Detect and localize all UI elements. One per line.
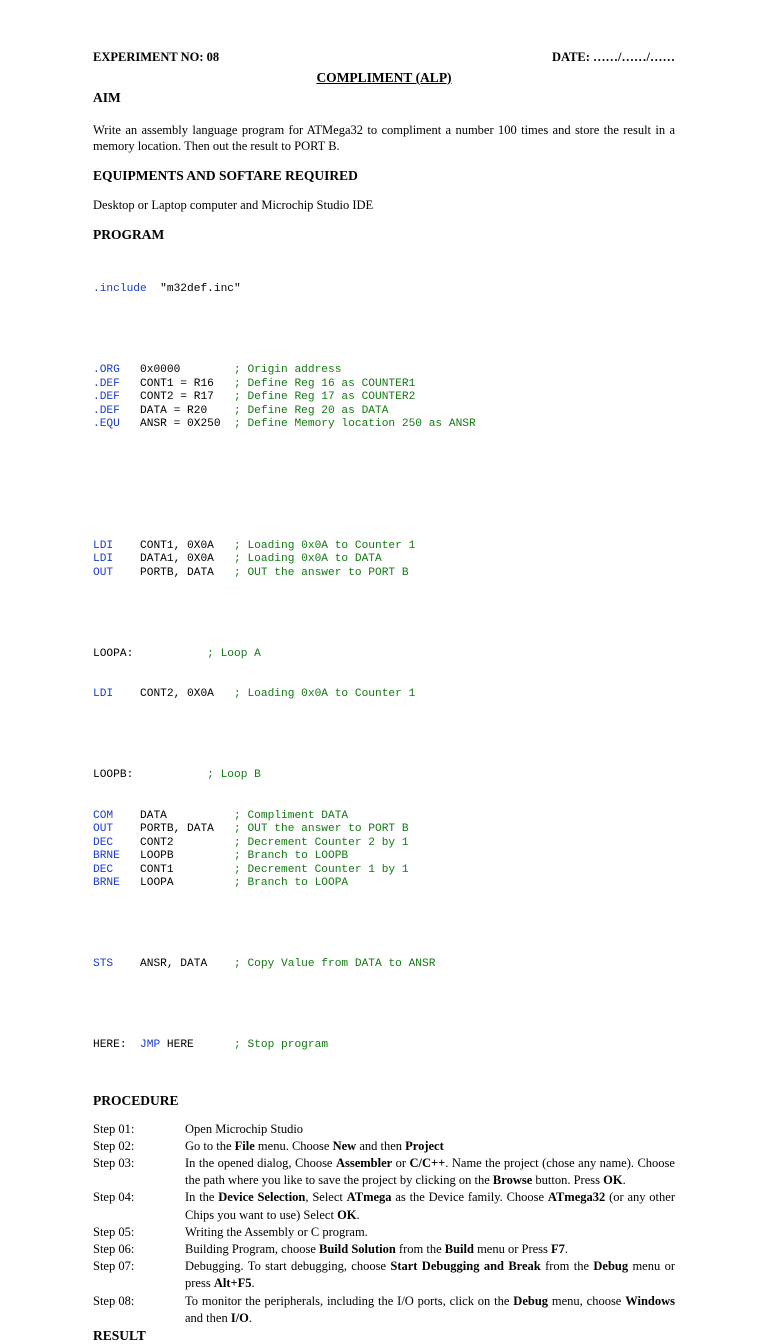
step-text-run: Building Program, choose bbox=[185, 1241, 320, 1256]
code-comment: ; Define Reg 16 as COUNTER1 bbox=[234, 377, 416, 390]
step-number: Step 02: bbox=[93, 1138, 135, 1153]
code-line bbox=[93, 391, 675, 405]
code-label: LOOPB: bbox=[93, 769, 134, 781]
code-argument: CONT1 bbox=[140, 863, 228, 876]
code-comment: ; Decrement Counter 2 by 1 bbox=[234, 836, 409, 849]
code-loopa bbox=[93, 688, 675, 702]
code-comment: ; Loading 0x0A to Counter 1 bbox=[234, 688, 416, 700]
step-number: Step 08: bbox=[93, 1293, 135, 1308]
code-argument: PORTB, DATA bbox=[140, 566, 228, 579]
code-comment: ; Loading 0x0A to DATA bbox=[234, 553, 382, 565]
code-comment: ; OUT the answer to PORT B bbox=[234, 823, 409, 835]
code-line bbox=[93, 864, 675, 878]
step-number: Step 06: bbox=[93, 1241, 135, 1256]
code-argument: DATA1, 0X0A bbox=[140, 553, 228, 565]
code-line bbox=[93, 837, 675, 851]
code-comment: ; Loading 0x0A to Counter 1 bbox=[234, 539, 416, 552]
program-code bbox=[93, 256, 675, 1080]
step-text bbox=[185, 1293, 675, 1327]
step-text bbox=[185, 1241, 675, 1258]
step-text bbox=[185, 1224, 675, 1241]
code-line bbox=[93, 958, 675, 972]
document-title: COMPLIMENT (ALP) bbox=[316, 70, 452, 85]
code-keyword: COM bbox=[93, 809, 114, 822]
step-text-run: . bbox=[622, 1173, 626, 1188]
code-argument: HERE bbox=[166, 1039, 194, 1051]
code-comment: ; Compliment DATA bbox=[234, 809, 349, 822]
step-text bbox=[185, 1258, 675, 1292]
code-keyword: .EQU bbox=[93, 418, 120, 430]
code-argument: DATA = R20 bbox=[140, 404, 228, 417]
procedure-step bbox=[93, 1138, 675, 1155]
step-text-bold: Project bbox=[405, 1138, 444, 1153]
step-text-run: (or any other Chips you want to use) Select bbox=[185, 1190, 675, 1222]
code-comment: ; Copy Value from DATA to ANSR bbox=[234, 958, 436, 970]
aim-heading: AIM bbox=[93, 90, 121, 105]
code-line bbox=[93, 540, 675, 554]
procedure-step bbox=[93, 1293, 675, 1327]
step-text-run: from the bbox=[395, 1241, 445, 1256]
step-text-run: menu. Choose bbox=[254, 1138, 333, 1153]
equipment-heading: EQUIPMENTS AND SOFTARE REQUIRED bbox=[93, 168, 358, 183]
step-text-bold: Start Debugging and Break bbox=[390, 1259, 541, 1274]
step-number: Step 05: bbox=[93, 1224, 135, 1239]
code-keyword: JMP bbox=[140, 1039, 161, 1051]
code-comment: ; OUT the answer to PORT B bbox=[234, 566, 409, 579]
step-text-run: Open Microchip Studio bbox=[185, 1121, 304, 1136]
code-keyword: DEC bbox=[93, 863, 114, 876]
code-keyword: BRNE bbox=[93, 877, 120, 889]
step-text-bold: OK bbox=[337, 1207, 357, 1222]
code-line-include bbox=[93, 283, 675, 297]
step-text bbox=[185, 1138, 675, 1155]
step-text bbox=[185, 1189, 675, 1223]
code-comment: ; Define Reg 20 as DATA bbox=[234, 404, 389, 417]
code-line bbox=[93, 405, 675, 419]
step-text-run: , Select bbox=[305, 1190, 347, 1205]
step-text-run: menu, choose bbox=[548, 1293, 626, 1308]
step-text-run: from the bbox=[540, 1259, 594, 1274]
code-line-loopa-label bbox=[93, 648, 675, 662]
step-number: Step 04: bbox=[93, 1190, 135, 1205]
step-text-bold: Build bbox=[444, 1241, 474, 1256]
code-line bbox=[93, 567, 675, 581]
code-line bbox=[93, 378, 675, 392]
date-field: DATE: ……/……/…… bbox=[551, 50, 675, 64]
code-line bbox=[93, 553, 675, 567]
equipment-text: Desktop or Laptop computer and Microchip Studio IDE bbox=[93, 198, 374, 212]
step-text-run: . bbox=[356, 1207, 360, 1222]
code-keyword: BRNE bbox=[93, 850, 120, 862]
step-text-bold: I/O bbox=[230, 1310, 249, 1325]
code-store bbox=[93, 958, 675, 972]
step-number: Step 01: bbox=[93, 1121, 135, 1136]
code-init bbox=[93, 540, 675, 581]
code-comment: ; Loop B bbox=[207, 769, 261, 781]
code-label: LOOPA: bbox=[93, 647, 134, 660]
code-argument: LOOPA bbox=[140, 877, 228, 889]
code-comment: ; Decrement Counter 1 by 1 bbox=[234, 863, 409, 876]
code-line-loopb-label bbox=[93, 769, 675, 783]
step-text-run: Go to the bbox=[185, 1138, 235, 1153]
step-text-bold: Device Selection bbox=[218, 1190, 306, 1205]
experiment-number: EXPERIMENT NO: 08 bbox=[93, 50, 220, 64]
step-text-run: Writing the Assembly or C program. bbox=[185, 1224, 368, 1239]
code-comment: ; Branch to LOOPA bbox=[234, 877, 349, 889]
code-argument: DATA bbox=[140, 809, 228, 822]
procedure-steps bbox=[93, 1121, 675, 1327]
code-keyword: LDI bbox=[93, 539, 114, 552]
code-keyword: LDI bbox=[93, 553, 114, 565]
step-text-run: button. Press bbox=[532, 1173, 604, 1188]
code-argument: ANSR, DATA bbox=[140, 958, 228, 970]
code-line bbox=[93, 688, 675, 702]
result-heading: RESULT bbox=[93, 1327, 146, 1343]
code-keyword: .DEF bbox=[93, 404, 120, 417]
step-text-run: and then bbox=[356, 1138, 406, 1153]
step-text-bold: File bbox=[234, 1138, 255, 1153]
step-text-bold: Debug bbox=[513, 1293, 549, 1308]
step-number: Step 07: bbox=[93, 1259, 135, 1274]
step-text-bold: F7 bbox=[551, 1241, 565, 1256]
step-number: Step 03: bbox=[93, 1155, 135, 1170]
procedure-step bbox=[93, 1155, 675, 1189]
code-argument: PORTB, DATA bbox=[140, 823, 228, 835]
code-keyword: .DEF bbox=[93, 377, 120, 390]
code-line bbox=[93, 850, 675, 864]
code-directives bbox=[93, 364, 675, 432]
program-heading: PROGRAM bbox=[93, 227, 165, 242]
step-text-run: and then bbox=[185, 1310, 231, 1325]
code-keyword: OUT bbox=[93, 823, 114, 835]
procedure-step bbox=[93, 1121, 675, 1138]
code-argument: "m32def.inc" bbox=[160, 283, 241, 295]
step-text-bold: ATmega bbox=[346, 1190, 392, 1205]
code-comment: ; Loop A bbox=[207, 647, 261, 660]
step-text-bold: Windows bbox=[625, 1293, 676, 1308]
code-line bbox=[93, 364, 675, 378]
code-argument: CONT2 = R17 bbox=[140, 391, 228, 403]
step-text-run: In the opened dialog, Choose bbox=[185, 1155, 336, 1170]
code-keyword: .DEF bbox=[93, 391, 120, 403]
step-text-run: or bbox=[392, 1155, 410, 1170]
step-text bbox=[185, 1155, 675, 1189]
header-row bbox=[93, 50, 675, 68]
step-text-bold: Build Solution bbox=[319, 1241, 396, 1256]
step-text-run: To monitor the peripherals, including the I/O ports, click on the bbox=[185, 1293, 514, 1308]
step-text-run: Debugging. To start debugging, choose bbox=[185, 1259, 391, 1274]
step-text-bold: ATmega32 bbox=[547, 1190, 606, 1205]
step-text-bold: Assembler bbox=[335, 1155, 393, 1170]
code-line bbox=[93, 877, 675, 891]
procedure-step bbox=[93, 1189, 675, 1223]
code-line bbox=[93, 823, 675, 837]
step-text-run: menu or press bbox=[185, 1259, 676, 1291]
step-text-bold: OK bbox=[603, 1173, 623, 1188]
code-keyword: .ORG bbox=[93, 364, 120, 376]
step-text-bold: C/C++ bbox=[409, 1155, 446, 1170]
step-text-run: as the Device family. Choose bbox=[391, 1190, 548, 1205]
step-text-bold: Browse bbox=[492, 1173, 533, 1188]
step-text bbox=[185, 1121, 675, 1138]
step-text-run: . bbox=[564, 1241, 569, 1256]
step-text-bold: New bbox=[332, 1138, 357, 1153]
step-text-run: menu or Press bbox=[473, 1241, 552, 1256]
code-keyword: STS bbox=[93, 958, 114, 970]
code-keyword: DEC bbox=[93, 836, 114, 849]
step-text-run: . bbox=[251, 1276, 255, 1291]
document-page bbox=[93, 50, 675, 1344]
aim-text: Write an assembly language program for ATMega32 to compliment a number 100 times and store the result in a memory location. Then out the result to PORT B. bbox=[93, 123, 675, 153]
code-line-here bbox=[93, 1039, 675, 1053]
code-keyword: OUT bbox=[93, 566, 114, 579]
code-argument: CONT1 = R16 bbox=[140, 377, 228, 390]
step-text-bold: Alt+F5 bbox=[213, 1276, 252, 1291]
step-text-run: . bbox=[248, 1310, 253, 1325]
step-text-run: . Name the project (chose any name). Choose the path where you like to save the project by clicking on the bbox=[185, 1155, 675, 1188]
code-keyword: LDI bbox=[93, 688, 114, 700]
code-argument: CONT2, 0X0A bbox=[140, 688, 228, 700]
code-loopb bbox=[93, 810, 675, 891]
step-text-bold: Debug bbox=[593, 1259, 629, 1274]
code-argument: CONT2 bbox=[140, 836, 228, 849]
code-comment: ; Origin address bbox=[234, 364, 342, 376]
step-text-run: In the bbox=[185, 1190, 219, 1205]
procedure-step bbox=[93, 1258, 675, 1292]
code-line bbox=[93, 418, 675, 432]
code-argument: CONT1, 0X0A bbox=[140, 539, 228, 552]
procedure-heading: PROCEDURE bbox=[93, 1092, 179, 1108]
code-line bbox=[93, 810, 675, 824]
code-label: HERE: bbox=[93, 1039, 127, 1051]
code-argument: ANSR = 0X250 bbox=[140, 418, 228, 430]
code-comment: ; Branch to LOOPB bbox=[234, 850, 349, 862]
code-comment: ; Stop program bbox=[234, 1039, 329, 1051]
procedure-step bbox=[93, 1224, 675, 1241]
code-comment: ; Define Reg 17 as COUNTER2 bbox=[234, 391, 416, 403]
procedure-step bbox=[93, 1241, 675, 1258]
code-keyword: .include bbox=[93, 283, 147, 295]
code-comment: ; Define Memory location 250 as ANSR bbox=[234, 418, 476, 430]
code-argument: 0x0000 bbox=[140, 364, 228, 376]
code-argument: LOOPB bbox=[140, 850, 228, 862]
